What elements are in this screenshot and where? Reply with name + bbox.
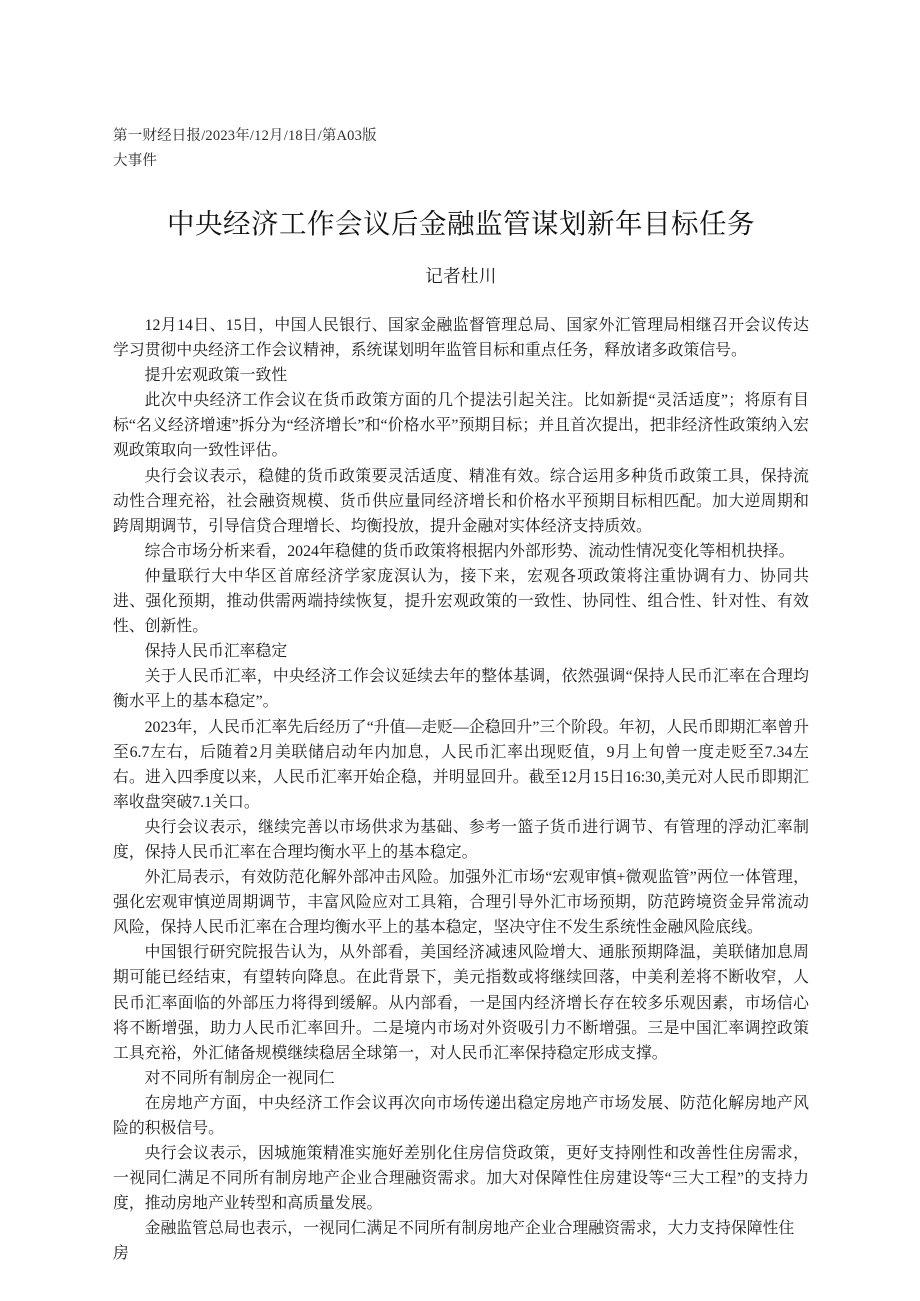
article-paragraph: 2023年，人民币汇率先后经历了“升值—走贬—企稳回升”三个阶段。年初，人民币即期汇率曾升至6.7左右，后随着2月美联储启动年内加息，人民币汇率出现贬值，9月上旬曾一度走贬至7.34左右。进入四季度以来，人民币汇率开始企稳，并明显回升。截至12月15日16:30,美元对人民币即期汇率收盘突破7.1关口。 bbox=[113, 718, 809, 811]
article-paragraph: 此次中央经济工作会议在货币政策方面的几个提法引起关注。比如新提“灵活适度”；将原有目标“名义经济增速”拆分为“经济增长”和“价格水平”预期目标；并且首次提出，把非经济性政策纳入宏观政策取向一致性评估。 bbox=[113, 392, 809, 460]
masthead-section-name: 大事件 bbox=[113, 153, 158, 169]
article-paragraph-truncated: 金融监管总局也表示，一视同仁满足不同所有制房地产企业合理融资需求，大力支持保障性住房 bbox=[113, 1220, 795, 1263]
article-headline: 中央经济工作会议后金融监管谋划新年目标任务 bbox=[167, 208, 755, 239]
masthead-source-line: 第一财经日报/2023年/12月/18日/第A03版 bbox=[113, 128, 377, 144]
article-section-heading: 提升宏观政策一致性 bbox=[144, 367, 288, 385]
article-section-heading: 对不同所有制房企一视同仁 bbox=[144, 1069, 335, 1087]
article-paragraph: 综合市场分析来看，2024年稳健的货币政策将根据内外部形势、流动性情况变化等相机抉择。 bbox=[144, 542, 795, 560]
article-paragraph: 关于人民币汇率，中央经济工作会议延续去年的整体基调，依然强调“保持人民币汇率在合理均衡水平上的基本稳定”。 bbox=[113, 668, 809, 711]
article-paragraph: 中国银行研究院报告认为，从外部看，美国经济减速风险增大、通胀预期降温，美联储加息周期可能已经结束，有望转向降息。在此背景下，美元指数或将继续回落，中美利差将不断收窄，人民币汇率面临的外部压力将得到缓解。从内部看，一是国内经济增长存在较多乐观因素，市场信心将不断增强，助力人民币汇率回升。二是境内市场对外资吸引力不断增强。三是中国汇率调控政策工具充裕，外汇储备规模继续稳居全球第一，对人民币汇率保持稳定形成支撑。 bbox=[113, 944, 809, 1062]
article-byline: 记者杜川 bbox=[425, 266, 497, 286]
article-paragraph: 12月14日、15日，中国人民银行、国家金融监督管理总局、国家外汇管理局相继召开会议传达学习贯彻中央经济工作会议精神，系统谋划明年监管目标和重点任务，释放诸多政策信号。 bbox=[113, 317, 809, 360]
article-section-heading: 保持人民币汇率稳定 bbox=[144, 643, 288, 661]
article-paragraph: 央行会议表示，稳健的货币政策要灵活适度、精准有效。综合运用多种货币政策工具，保持流动性合理充裕，社会融资规模、货币供应量同经济增长和价格水平预期目标相匹配。加大逆周期和跨周期调节，引导信贷合理增长、均衡投放，提升金融对实体经济支持质效。 bbox=[113, 467, 809, 535]
article-paragraph: 央行会议表示，继续完善以市场供求为基础、参考一篮子货币进行调节、有管理的浮动汇率制度，保持人民币汇率在合理均衡水平上的基本稳定。 bbox=[113, 818, 809, 861]
article-paragraph: 央行会议表示，因城施策精准实施好差别化住房信贷政策，更好支持刚性和改善性住房需求，一视同仁满足不同所有制房地产企业合理融资需求。加大对保障性住房建设等“三大工程”的支持力度，推动房地产业转型和高质量发展。 bbox=[113, 1145, 809, 1213]
article-paragraph: 外汇局表示，有效防范化解外部冲击风险。加强外汇市场“宏观审慎+微观监管”两位一体管理，强化宏观审慎逆周期调节，丰富风险应对工具箱，合理引导外汇市场预期，防范跨境资金异常流动风险，保持人民币汇率在合理均衡水平上的基本稳定，坚决守住不发生系统性金融风险底线。 bbox=[113, 869, 809, 937]
article-paragraph: 仲量联行大中华区首席经济学家庞溟认为，接下来，宏观各项政策将注重协调有力、协同共进、强化预期，推动供需两端持续恢复，提升宏观政策的一致性、协同性、组合性、针对性、有效性、创新性。 bbox=[113, 567, 809, 636]
article-body bbox=[113, 313, 809, 1267]
document-content bbox=[113, 124, 809, 1267]
article-paragraph: 在房地产方面，中央经济工作会议再次向市场传递出稳定房地产市场发展、防范化解房地产风险的积极信号。 bbox=[113, 1094, 809, 1137]
